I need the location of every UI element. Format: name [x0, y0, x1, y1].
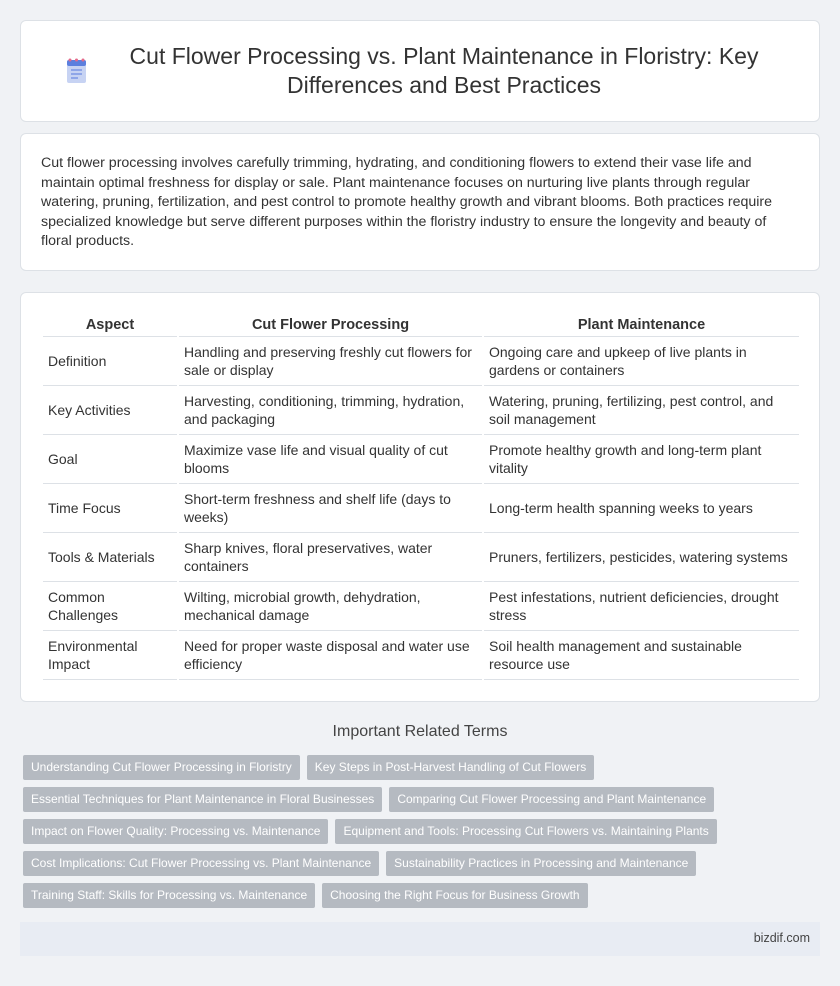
plant-maintenance-cell: Watering, pruning, fertilizing, pest control, and soil management	[484, 386, 799, 435]
tag-row	[23, 851, 823, 876]
related-term-tag[interactable]: Understanding Cut Flower Processing in Floristry	[23, 755, 300, 780]
table-row	[43, 386, 799, 435]
plant-maintenance-cell: Pest infestations, nutrient deficiencies, drought stress	[484, 582, 799, 631]
table-header-row	[43, 315, 799, 337]
related-term-tag[interactable]: Equipment and Tools: Processing Cut Flowers vs. Maintaining Plants	[335, 819, 716, 844]
aspect-cell: Key Activities	[43, 386, 177, 435]
tag-row	[23, 787, 823, 812]
related-term-tag[interactable]: Choosing the Right Focus for Business Growth	[322, 883, 587, 908]
column-header-aspect: Aspect	[43, 315, 177, 337]
tag-row	[23, 883, 823, 908]
related-term-tag[interactable]: Comparing Cut Flower Processing and Plant Maintenance	[389, 787, 714, 812]
plant-maintenance-cell: Promote healthy growth and long-term plant vitality	[484, 435, 799, 484]
plant-maintenance-cell: Soil health management and sustainable resource use	[484, 631, 799, 680]
cut-flower-cell: Maximize vase life and visual quality of cut blooms	[179, 435, 482, 484]
comparison-table-card	[20, 292, 820, 702]
aspect-cell: Goal	[43, 435, 177, 484]
cut-flower-cell: Need for proper waste disposal and water use efficiency	[179, 631, 482, 680]
related-term-tag[interactable]: Cost Implications: Cut Flower Processing vs. Plant Maintenance	[23, 851, 379, 876]
table-row	[43, 533, 799, 582]
column-header-cut-flower-processing: Cut Flower Processing	[179, 315, 482, 337]
aspect-cell: Tools & Materials	[43, 533, 177, 582]
aspect-cell: Common Challenges	[43, 582, 177, 631]
cut-flower-cell: Sharp knives, floral preservatives, water containers	[179, 533, 482, 582]
comparison-table	[41, 315, 801, 680]
page-title: Cut Flower Processing vs. Plant Maintenance in Floristry: Key Differences and Best Practices	[129, 43, 759, 98]
table-row	[43, 484, 799, 533]
aspect-cell: Definition	[43, 337, 177, 386]
related-terms-tags	[23, 755, 823, 915]
table-row	[43, 435, 799, 484]
plant-maintenance-cell: Pruners, fertilizers, pesticides, watering systems	[484, 533, 799, 582]
header-card	[20, 20, 820, 122]
document-icon	[61, 56, 91, 86]
related-term-tag[interactable]: Sustainability Practices in Processing and Maintenance	[386, 851, 696, 876]
intro-paragraph: Cut flower processing involves carefully trimming, hydrating, and conditioning flowers to extend their vase life and maintain optimal freshness for display or sale. Plant maintenance focuses on nurturing live plants through regular watering, pruning, fertilization, and pest control to promote healthy growth and vibrant blooms. Both practices require specialized knowledge but serve different purposes within the floristry industry to ensure the longevity and beauty of floral products.	[41, 155, 773, 249]
aspect-cell: Environmental Impact	[43, 631, 177, 680]
cut-flower-cell: Short-term freshness and shelf life (days to weeks)	[179, 484, 482, 533]
plant-maintenance-cell: Long-term health spanning weeks to years	[484, 484, 799, 533]
related-terms-heading: Important Related Terms	[332, 723, 508, 740]
tag-row	[23, 819, 823, 844]
plant-maintenance-cell: Ongoing care and upkeep of live plants in gardens or containers	[484, 337, 799, 386]
column-header-plant-maintenance: Plant Maintenance	[484, 315, 799, 337]
cut-flower-cell: Harvesting, conditioning, trimming, hydration, and packaging	[179, 386, 482, 435]
cut-flower-cell: Wilting, microbial growth, dehydration, mechanical damage	[179, 582, 482, 631]
tag-row	[23, 755, 823, 780]
cut-flower-cell: Handling and preserving freshly cut flowers for sale or display	[179, 337, 482, 386]
related-term-tag[interactable]: Impact on Flower Quality: Processing vs. Maintenance	[23, 819, 328, 844]
related-term-tag[interactable]: Key Steps in Post-Harvest Handling of Cut Flowers	[307, 755, 594, 780]
aspect-cell: Time Focus	[43, 484, 177, 533]
table-row	[43, 582, 799, 631]
footer-site-link[interactable]: bizdif.com	[753, 931, 810, 945]
related-term-tag[interactable]: Essential Techniques for Plant Maintenance in Floral Businesses	[23, 787, 382, 812]
intro-card	[20, 133, 820, 271]
related-term-tag[interactable]: Training Staff: Skills for Processing vs. Maintenance	[23, 883, 315, 908]
footer-bar	[20, 922, 820, 956]
table-row	[43, 631, 799, 680]
table-row	[43, 337, 799, 386]
